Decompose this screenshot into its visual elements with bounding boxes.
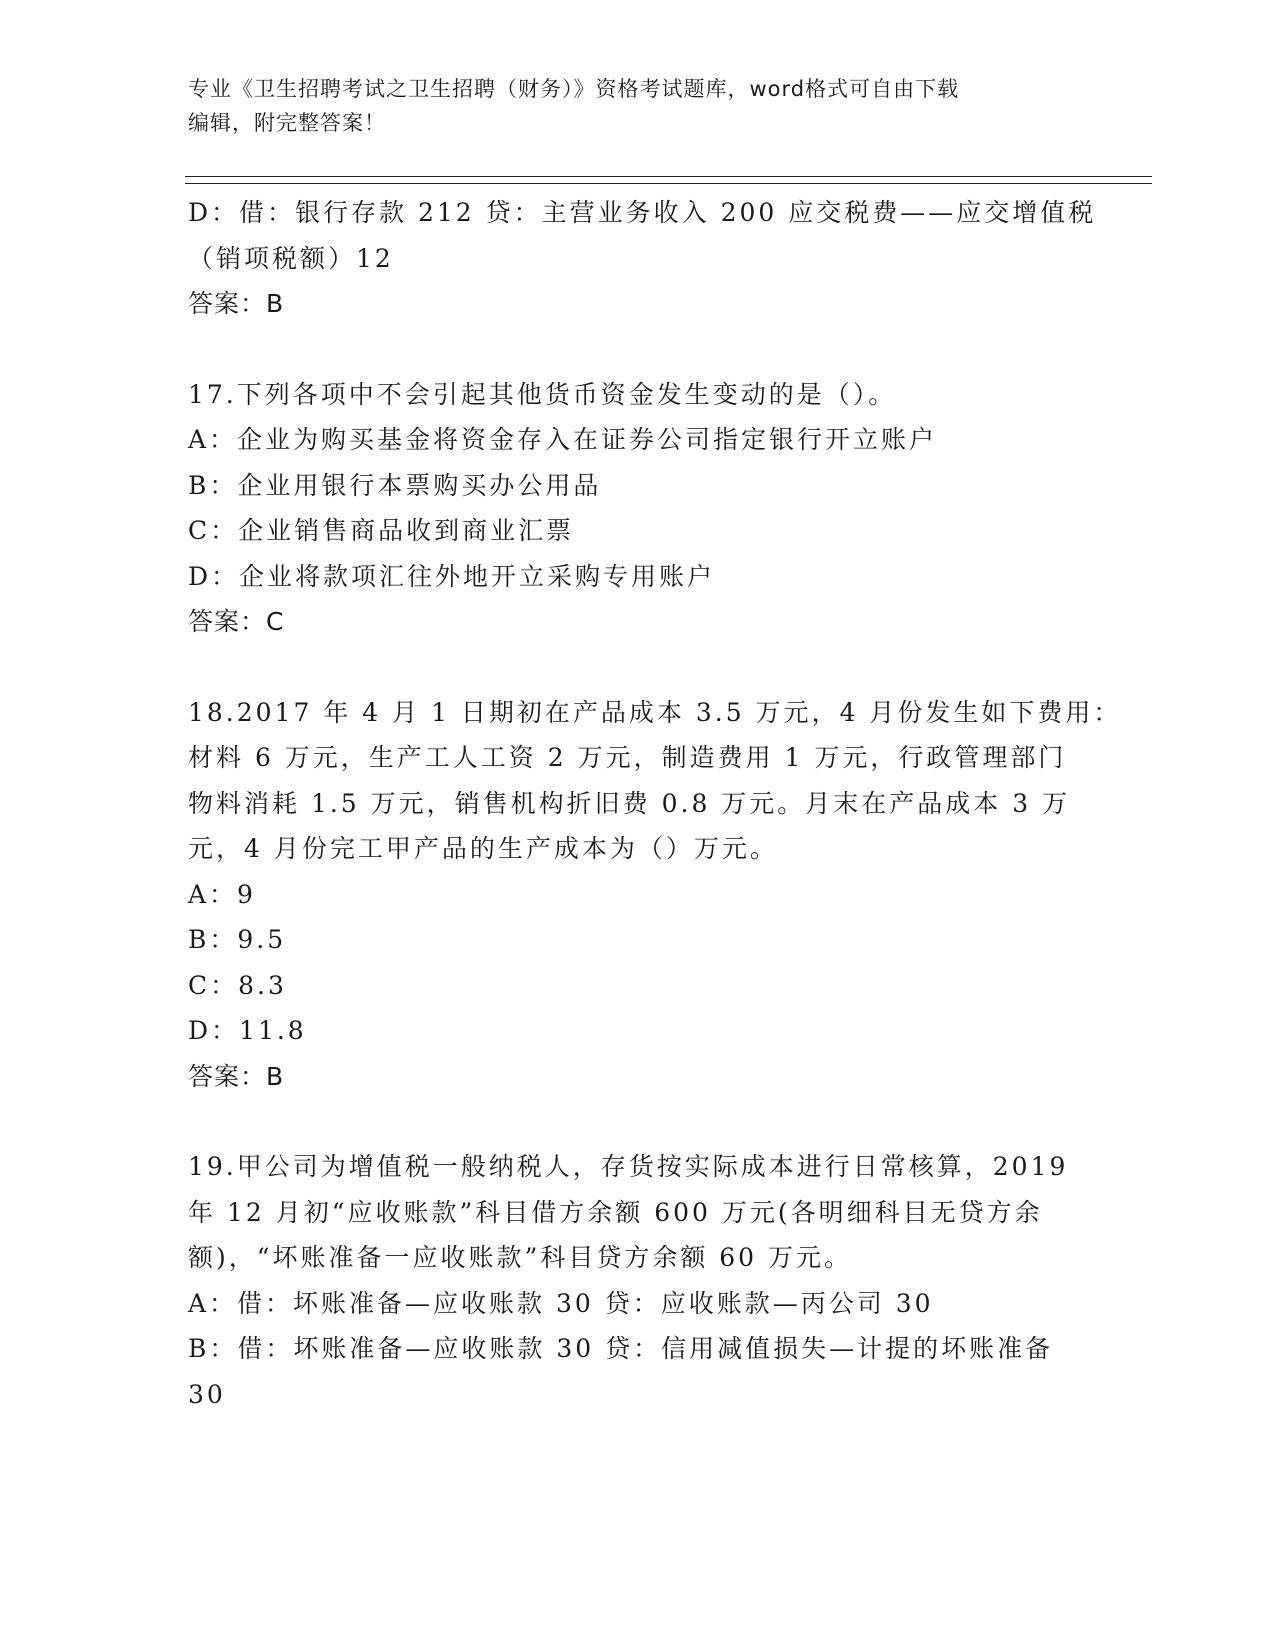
option-d-line-2: （销项税额）12 [188, 243, 394, 273]
answer-label: 答案：B [188, 1061, 285, 1091]
question-stem-line-3: 额)，“坏账准备一应收账款”科目贷方余额 60 万元。 [188, 1243, 853, 1272]
spacer [188, 1099, 1088, 1144]
answer-label: 答案：B [188, 289, 285, 318]
option-d: D：11.8 [188, 1016, 307, 1045]
option-a: A：企业为购买基金将资金存入在证券公司指定银行开立账户 [188, 425, 938, 454]
question-stem-line-2: 年 12 月初“应收账款”科目借方余额 600 万元(各明细科目无贷方余 [188, 1197, 1043, 1227]
question-stem: 17.下列各项中不会引起其他货币资金发生变动的是（）。 [188, 379, 897, 409]
option-b: B：企业用银行本票购买办公用品 [188, 470, 602, 500]
question-16-tail [188, 190, 1097, 327]
option-d: D：企业将款项汇往外地开立采购专用账户 [188, 561, 716, 591]
answer-label: 答案：C [188, 607, 285, 636]
spacer [188, 327, 1088, 372]
question-17 [188, 372, 1088, 645]
question-stem-line-4: 元，4 月份完工甲产品的生产成本为（）万元。 [188, 834, 778, 863]
header-rule-top [185, 176, 1152, 177]
option-c: C：企业销售商品收到商业汇票 [188, 516, 575, 545]
option-b-line-1: B：借：坏账准备—应收账款 30 贷：信用减值损失—计提的坏账准备 [188, 1334, 1054, 1363]
question-stem-line-3: 物料消耗 1.5 万元，销售机构折旧费 0.8 万元。月末在产品成本 3 万 [188, 788, 1071, 818]
header-line-1: 专业《卫生招聘考试之卫生招聘（财务）》资格考试题库，word格式可自由下载 [188, 77, 960, 101]
question-19 [188, 1144, 1088, 1417]
option-d-line-1: D：借：银行存款 212 贷：主营业务收入 200 应交税费——应交增值税 [188, 198, 1097, 227]
document-body [188, 190, 1122, 1417]
question-18 [188, 690, 1122, 1100]
option-c: C：8.3 [188, 970, 287, 1000]
option-a: A：借：坏账准备—应收账款 30 贷：应收账款—丙公司 30 [188, 1288, 934, 1318]
document-header [188, 72, 1088, 140]
option-b: B：9.5 [188, 925, 287, 954]
question-stem-line-1: 19.甲公司为增值税一般纳税人，存货按实际成本进行日常核算，2019 [188, 1152, 1069, 1181]
header-rule-bottom [185, 183, 1152, 184]
option-a: A：9 [188, 879, 256, 909]
option-b-line-2: 30 [188, 1379, 226, 1409]
header-line-2: 编辑，附完整答案！ [188, 111, 386, 135]
question-stem-line-2: 材料 6 万元，生产工人工资 2 万元，制造费用 1 万元，行政管理部门 [188, 743, 1067, 772]
spacer [188, 645, 1088, 690]
question-stem-line-1: 18.2017 年 4 月 1 日期初在产品成本 3.5 万元，4 月份发生如下费用： [188, 697, 1122, 727]
